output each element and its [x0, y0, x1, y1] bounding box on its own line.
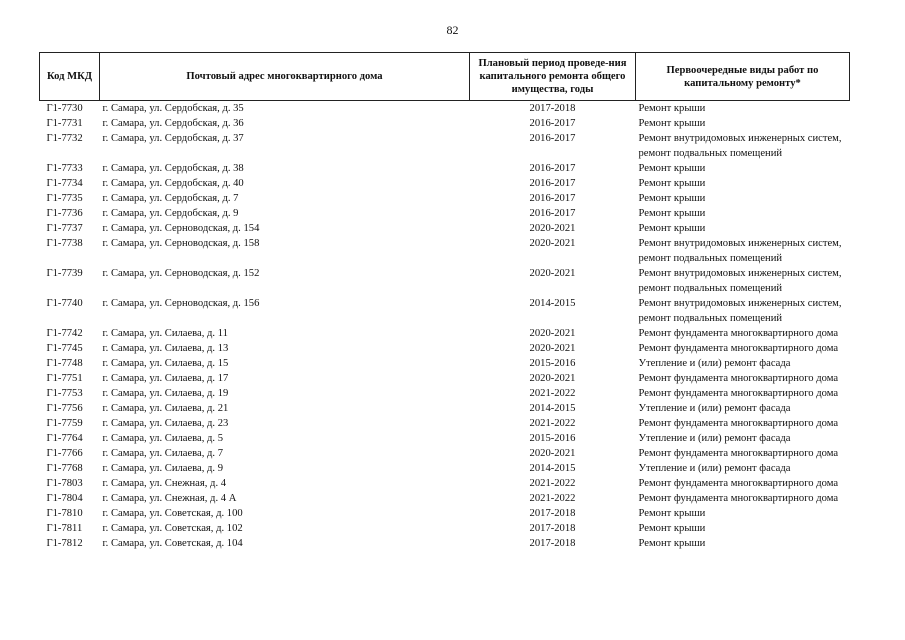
cell-address: г. Самара, ул. Силаева, д. 9 [102, 463, 224, 474]
table-row [40, 101, 850, 117]
cell-works: Ремонт крыши [638, 223, 706, 234]
cell-works: Ремонт крыши [638, 508, 706, 519]
table-row [40, 461, 850, 476]
cell-works: Ремонт фундамента многоквартирного дома [638, 493, 839, 504]
cell-code: Г1-7748 [46, 358, 83, 369]
table-row [40, 371, 850, 386]
cell-works: Ремонт фундамента многоквартирного дома [638, 373, 839, 384]
cell-works: Утепление и (или) ремонт фасада [638, 358, 791, 369]
table-row [40, 416, 850, 431]
cell-works: Ремонт крыши [638, 103, 706, 114]
cell-works: Ремонт внутридомовых инженерных систем, ремонт подвальных помещений [638, 268, 842, 294]
page-number: 82 [446, 23, 459, 37]
cell-period: 2020-2021 [529, 328, 576, 339]
cell-works: Ремонт внутридомовых инженерных систем, ремонт подвальных помещений [638, 133, 842, 159]
cell-works: Ремонт фундамента многоквартирного дома [638, 448, 839, 459]
cell-works: Ремонт крыши [638, 523, 706, 534]
cell-code: Г1-7736 [46, 208, 83, 219]
cell-address: г. Самара, ул. Силаева, д. 19 [102, 388, 229, 399]
table-row [40, 476, 850, 491]
cell-address: г. Самара, ул. Силаева, д. 17 [102, 373, 229, 384]
header-address: Почтовый адрес многоквартирного дома [100, 53, 470, 101]
cell-period: 2016-2017 [529, 178, 576, 189]
cell-address: г. Самара, ул. Силаева, д. 23 [102, 418, 229, 429]
table-row [40, 116, 850, 131]
table-row [40, 161, 850, 176]
table-row [40, 176, 850, 191]
cell-code: Г1-7745 [46, 343, 83, 354]
header-row [40, 53, 850, 101]
cell-code: Г1-7768 [46, 463, 83, 474]
table-row [40, 521, 850, 536]
cell-code: Г1-7730 [46, 103, 83, 114]
cell-code: Г1-7756 [46, 403, 83, 414]
cell-address: г. Самара, ул. Силаева, д. 7 [102, 448, 224, 459]
table-row [40, 431, 850, 446]
cell-works: Ремонт крыши [638, 538, 706, 549]
cell-period: 2014-2015 [529, 298, 576, 309]
cell-code: Г1-7753 [46, 388, 83, 399]
cell-code: Г1-7810 [46, 508, 83, 519]
cell-code: Г1-7738 [46, 238, 83, 249]
cell-period: 2020-2021 [529, 448, 576, 459]
cell-code: Г1-7731 [46, 118, 83, 129]
cell-code: Г1-7812 [46, 538, 83, 549]
cell-code: Г1-7739 [46, 268, 83, 279]
cell-address: г. Самара, ул. Снежная, д. 4 [102, 478, 227, 489]
table-row [40, 191, 850, 206]
cell-period: 2016-2017 [529, 208, 576, 219]
cell-code: Г1-7734 [46, 178, 83, 189]
table-row [40, 131, 850, 161]
cell-works: Ремонт внутридомовых инженерных систем, ремонт подвальных помещений [638, 298, 842, 324]
cell-period: 2020-2021 [529, 373, 576, 384]
cell-period: 2016-2017 [529, 133, 576, 144]
cell-address: г. Самара, ул. Силаева, д. 21 [102, 403, 229, 414]
header-period: Плановый период проведе-ния капитального ремонта общего имущества, годы [470, 53, 636, 101]
cell-code: Г1-7732 [46, 133, 83, 144]
table-row [40, 296, 850, 326]
cell-address: г. Самара, ул. Силаева, д. 13 [102, 343, 229, 354]
cell-address: г. Самара, ул. Сердобская, д. 9 [102, 208, 239, 219]
cell-period: 2016-2017 [529, 193, 576, 204]
cell-works: Ремонт внутридомовых инженерных систем, ремонт подвальных помещений [638, 238, 842, 264]
cell-period: 2020-2021 [529, 238, 576, 249]
table-row [40, 506, 850, 521]
cell-period: 2014-2015 [529, 463, 576, 474]
cell-period: 2016-2017 [529, 163, 576, 174]
cell-works: Ремонт фундамента многоквартирного дома [638, 343, 839, 354]
repair-schedule-table [39, 52, 850, 551]
cell-period: 2020-2021 [529, 268, 576, 279]
cell-address: г. Самара, ул. Сердобская, д. 40 [102, 178, 244, 189]
cell-address: г. Самара, ул. Сердобская, д. 35 [102, 103, 244, 114]
cell-code: Г1-7766 [46, 448, 83, 459]
table-row [40, 236, 850, 266]
cell-code: Г1-7737 [46, 223, 83, 234]
cell-address: г. Самара, ул. Снежная, д. 4 А [102, 493, 237, 504]
cell-period: 2020-2021 [529, 223, 576, 234]
cell-period: 2021-2022 [529, 493, 576, 504]
cell-period: 2021-2022 [529, 478, 576, 489]
cell-period: 2016-2017 [529, 118, 576, 129]
table-header [40, 53, 850, 101]
table-row [40, 326, 850, 341]
cell-address: г. Самара, ул. Силаева, д. 5 [102, 433, 224, 444]
cell-works: Ремонт крыши [638, 118, 706, 129]
cell-works: Ремонт фундамента многоквартирного дома [638, 328, 839, 339]
cell-code: Г1-7764 [46, 433, 83, 444]
cell-address: г. Самара, ул. Сердобская, д. 37 [102, 133, 244, 144]
cell-code: Г1-7735 [46, 193, 83, 204]
table-row [40, 386, 850, 401]
cell-address: г. Самара, ул. Силаева, д. 11 [102, 328, 228, 339]
cell-works: Ремонт фундамента многоквартирного дома [638, 388, 839, 399]
cell-works: Утепление и (или) ремонт фасада [638, 433, 791, 444]
cell-period: 2017-2018 [529, 508, 576, 519]
table-body [40, 101, 850, 552]
cell-address: г. Самара, ул. Советская, д. 104 [102, 538, 243, 549]
table-row [40, 401, 850, 416]
cell-period: 2021-2022 [529, 418, 576, 429]
table-row [40, 206, 850, 221]
header-code: Код МКД [40, 53, 100, 101]
cell-address: г. Самара, ул. Советская, д. 102 [102, 523, 243, 534]
cell-works: Утепление и (или) ремонт фасада [638, 463, 791, 474]
cell-works: Ремонт крыши [638, 178, 706, 189]
cell-period: 2017-2018 [529, 538, 576, 549]
cell-code: Г1-7751 [46, 373, 83, 384]
cell-period: 2021-2022 [529, 388, 576, 399]
cell-period: 2020-2021 [529, 343, 576, 354]
cell-works: Утепление и (или) ремонт фасада [638, 403, 791, 414]
cell-address: г. Самара, ул. Серноводская, д. 152 [102, 268, 260, 279]
cell-period: 2014-2015 [529, 403, 576, 414]
header-works: Первоочередные виды работ по капитальному ремонту* [636, 53, 850, 101]
table-row [40, 491, 850, 506]
cell-works: Ремонт крыши [638, 208, 706, 219]
table-row [40, 356, 850, 371]
table-row [40, 536, 850, 551]
table-row [40, 266, 850, 296]
cell-works: Ремонт крыши [638, 193, 706, 204]
cell-address: г. Самара, ул. Серноводская, д. 158 [102, 238, 260, 249]
cell-code: Г1-7742 [46, 328, 83, 339]
cell-address: г. Самара, ул. Силаева, д. 15 [102, 358, 229, 369]
cell-works: Ремонт крыши [638, 163, 706, 174]
cell-works: Ремонт фундамента многоквартирного дома [638, 478, 839, 489]
cell-code: Г1-7803 [46, 478, 83, 489]
cell-period: 2017-2018 [529, 523, 576, 534]
cell-address: г. Самара, ул. Серноводская, д. 156 [102, 298, 260, 309]
cell-address: г. Самара, ул. Советская, д. 100 [102, 508, 243, 519]
cell-address: г. Самара, ул. Сердобская, д. 7 [102, 193, 239, 204]
cell-code: Г1-7804 [46, 493, 83, 504]
cell-code: Г1-7740 [46, 298, 83, 309]
cell-code: Г1-7759 [46, 418, 83, 429]
cell-period: 2015-2016 [529, 433, 576, 444]
cell-address: г. Самара, ул. Сердобская, д. 36 [102, 118, 244, 129]
cell-address: г. Самара, ул. Серноводская, д. 154 [102, 223, 260, 234]
table-row [40, 446, 850, 461]
cell-period: 2017-2018 [529, 103, 576, 114]
cell-period: 2015-2016 [529, 358, 576, 369]
cell-address: г. Самара, ул. Сердобская, д. 38 [102, 163, 244, 174]
cell-code: Г1-7733 [46, 163, 83, 174]
table-row [40, 221, 850, 236]
table-row [40, 341, 850, 356]
cell-works: Ремонт фундамента многоквартирного дома [638, 418, 839, 429]
cell-code: Г1-7811 [46, 523, 83, 534]
